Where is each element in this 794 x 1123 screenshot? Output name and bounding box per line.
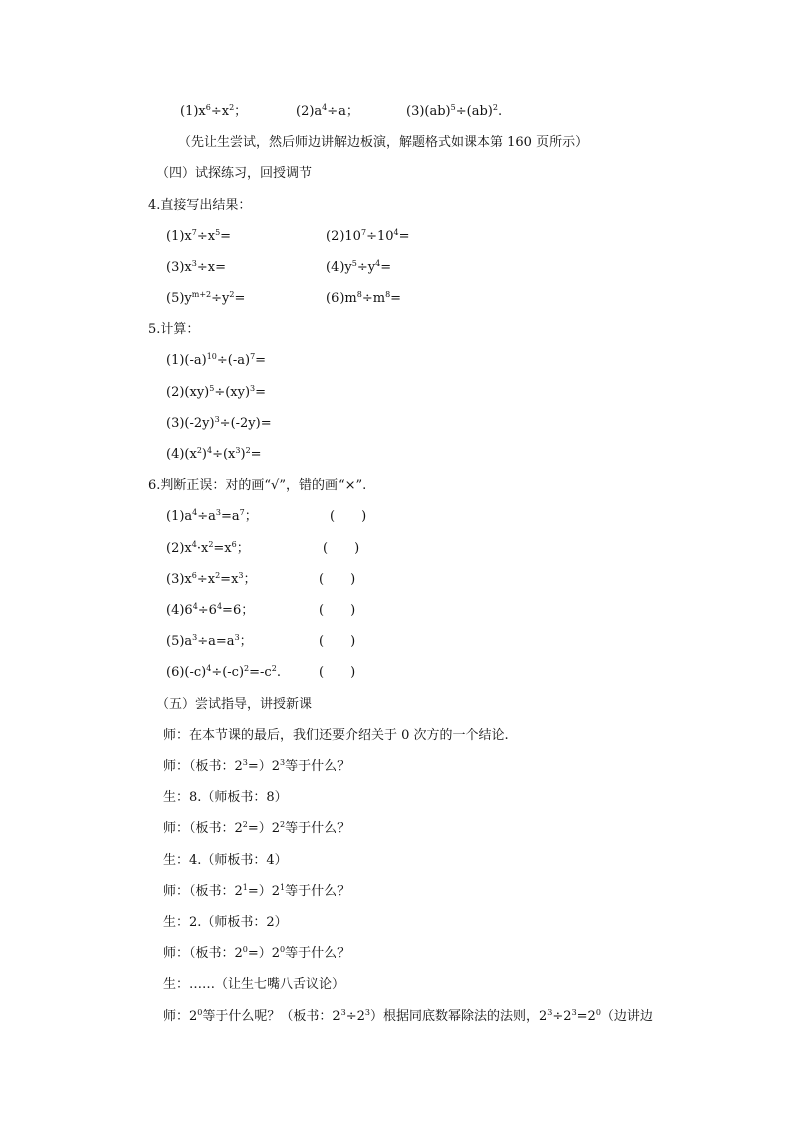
text-segment: (1)a xyxy=(166,509,193,524)
text-segment: (6)(-c) xyxy=(166,665,207,680)
text-line-l25-0 xyxy=(163,853,288,869)
superscript: 8 xyxy=(385,290,391,299)
text-line-l15-1 xyxy=(323,541,359,557)
superscript: 3 xyxy=(250,384,256,393)
superscript: 7 xyxy=(360,228,367,237)
text-segment: ÷x xyxy=(196,572,216,587)
superscript: 2 xyxy=(196,446,202,455)
text-segment: 师：在本节课的最后，我们还要介绍关于 0 次方的一个结论. xyxy=(163,728,509,743)
text-line-l18-0 xyxy=(166,634,253,650)
text-segment: ÷m xyxy=(361,291,386,306)
text-segment: ÷y xyxy=(356,260,376,275)
text-line-l7-1 xyxy=(326,291,401,307)
text-line-l7-0 xyxy=(166,291,245,307)
superscript: 0 xyxy=(242,945,248,954)
text-segment: 等于什么？ xyxy=(285,884,351,899)
text-segment: ÷(-c) xyxy=(211,665,245,680)
text-segment: ÷a xyxy=(197,509,216,524)
text-line-l14-0 xyxy=(166,509,258,525)
text-segment: 生：……（让生七嘴八舌议论） xyxy=(163,977,346,992)
text-line-l2-0 xyxy=(178,135,588,151)
text-line-l20-0 xyxy=(156,697,312,713)
text-line-l13-0 xyxy=(148,478,366,494)
superscript: 6 xyxy=(231,540,237,549)
text-segment: 师：2 xyxy=(163,1009,198,1024)
text-segment: ÷x= xyxy=(196,260,226,275)
text-segment: =）2 xyxy=(247,821,281,836)
superscript: 5 xyxy=(215,228,221,237)
superscript: 2 xyxy=(245,446,251,455)
text-line-l8-0 xyxy=(148,322,199,338)
text-line-l6-1 xyxy=(326,260,391,276)
superscript: m+2 xyxy=(191,290,212,299)
text-line-l22-0 xyxy=(163,759,350,775)
superscript: 3 xyxy=(214,415,220,424)
superscript: 7 xyxy=(191,228,197,237)
text-segment: ÷y xyxy=(211,291,230,306)
text-line-l14-1 xyxy=(330,509,366,525)
text-segment: （五）尝试指导，讲授新课 xyxy=(156,697,313,712)
text-segment: ； xyxy=(239,634,253,649)
superscript: 8 xyxy=(356,290,362,299)
superscript: 4 xyxy=(192,602,198,611)
text-segment: (5)a xyxy=(166,634,193,649)
text-segment: ÷x xyxy=(210,104,230,119)
text-segment: ) xyxy=(201,447,207,462)
text-segment: ( ) xyxy=(319,603,356,618)
text-segment: 生：8.（师板书：8） xyxy=(163,790,288,805)
text-segment: 等于什么呢？（板书：2 xyxy=(202,1009,341,1024)
text-segment: 生：4.（师板书：4） xyxy=(163,853,288,868)
superscript: 2 xyxy=(229,290,235,299)
superscript: 3 xyxy=(235,446,241,455)
text-segment: 师：（板书：2 xyxy=(163,884,243,899)
text-line-l4-0 xyxy=(148,198,251,214)
text-segment: = xyxy=(380,260,392,275)
text-segment: = xyxy=(255,385,267,400)
superscript: 3 xyxy=(215,508,222,517)
text-segment: ÷(-2y)= xyxy=(219,416,272,431)
text-segment: = xyxy=(234,291,246,306)
text-segment: =）2 xyxy=(247,759,281,774)
superscript: 3 xyxy=(238,571,244,580)
superscript: 2 xyxy=(215,571,221,580)
text-segment: ( ) xyxy=(323,541,360,556)
superscript: 0 xyxy=(280,945,286,954)
superscript: 2 xyxy=(242,820,248,829)
superscript: 5 xyxy=(209,384,215,393)
text-segment: = xyxy=(255,353,267,368)
text-segment: ÷x xyxy=(196,229,216,244)
superscript: 4 xyxy=(216,602,223,611)
superscript: 3 xyxy=(192,633,198,642)
text-segment: ÷a=a xyxy=(197,634,235,649)
text-line-l16-1 xyxy=(319,572,355,588)
text-segment: ； xyxy=(243,572,257,587)
text-segment: (4)6 xyxy=(166,603,193,618)
text-segment: （四）试探练习，回授调节 xyxy=(156,166,313,181)
text-segment: ； xyxy=(244,509,258,524)
text-segment: (4)y xyxy=(326,260,352,275)
text-line-l15-0 xyxy=(166,541,250,557)
superscript: 0 xyxy=(197,1008,203,1017)
superscript: 4 xyxy=(322,103,328,112)
text-segment: (6)m xyxy=(326,291,357,306)
superscript: 6 xyxy=(191,571,197,580)
text-segment: 生：2.（师板书：2） xyxy=(163,915,288,930)
text-segment: (2)10 xyxy=(326,229,361,244)
superscript: 6 xyxy=(205,103,211,112)
text-line-l17-0 xyxy=(166,603,254,619)
text-line-l30-0 xyxy=(163,1009,653,1025)
text-segment: (2)a xyxy=(296,104,323,119)
superscript: 7 xyxy=(239,508,245,517)
text-segment: =）2 xyxy=(247,884,281,899)
superscript: 4 xyxy=(191,540,197,549)
text-segment: ( ) xyxy=(319,634,356,649)
text-line-l1-2 xyxy=(406,104,502,120)
text-line-l12-0 xyxy=(166,447,262,463)
text-segment: = xyxy=(390,291,402,306)
text-segment: （先让生尝试，然后师边讲解边板演，解题格式如课本第 160 页所示） xyxy=(178,135,589,150)
text-line-l24-0 xyxy=(163,821,350,837)
text-segment: ÷(x xyxy=(212,447,236,462)
superscript: 2 xyxy=(208,540,214,549)
text-segment: = xyxy=(250,447,262,462)
text-line-l1-0 xyxy=(180,104,247,120)
text-segment: ÷10 xyxy=(366,229,394,244)
text-segment: 4.直接写出结果： xyxy=(148,198,252,213)
text-line-l23-0 xyxy=(163,790,288,806)
text-line-l21-0 xyxy=(163,728,509,744)
superscript: 3 xyxy=(364,1008,371,1017)
text-segment: =）2 xyxy=(247,946,281,961)
text-segment: (4)(x xyxy=(166,447,197,462)
text-segment: ÷2 xyxy=(552,1009,572,1024)
text-segment: ）根据同底数幂除法的法则，2 xyxy=(370,1009,548,1024)
text-line-l5-0 xyxy=(166,229,231,245)
superscript: 1 xyxy=(242,883,248,892)
text-segment: =-c xyxy=(249,665,272,680)
superscript: 2 xyxy=(229,103,235,112)
text-segment: ( ) xyxy=(330,509,367,524)
text-segment: (3)x xyxy=(166,572,192,587)
text-segment: = xyxy=(398,229,410,244)
superscript: 4 xyxy=(393,228,399,237)
text-segment: 等于什么？ xyxy=(285,946,351,961)
superscript: 7 xyxy=(250,352,256,361)
text-segment: (1)x xyxy=(166,229,192,244)
superscript: 2 xyxy=(244,664,250,673)
text-line-l18-1 xyxy=(319,634,355,650)
text-line-l6-0 xyxy=(166,260,226,276)
text-line-l16-0 xyxy=(166,572,257,588)
superscript: 3 xyxy=(547,1008,553,1017)
text-segment: 6.判断正误：对的画“√”，错的画“×”. xyxy=(148,478,367,493)
superscript: 4 xyxy=(206,664,212,673)
text-line-l10-0 xyxy=(166,385,266,401)
text-segment: ÷2 xyxy=(345,1009,365,1024)
text-segment: (2)x xyxy=(166,541,192,556)
text-line-l1-1 xyxy=(296,104,359,120)
text-segment: ·x xyxy=(196,541,209,556)
text-segment: ； xyxy=(236,541,250,556)
superscript: 3 xyxy=(191,259,197,268)
superscript: 3 xyxy=(340,1008,346,1017)
text-segment: (3)(ab) xyxy=(406,104,451,119)
text-segment: 师：（板书：2 xyxy=(163,946,243,961)
text-segment: (1)x xyxy=(180,104,206,119)
text-line-l19-0 xyxy=(166,665,281,681)
text-segment: 师：（板书：2 xyxy=(163,759,243,774)
text-line-l27-0 xyxy=(163,915,288,931)
text-line-l19-1 xyxy=(319,665,355,681)
text-segment: 师：（板书：2 xyxy=(163,821,243,836)
text-segment: . xyxy=(276,665,281,680)
superscript: 2 xyxy=(271,664,277,673)
text-segment: ； xyxy=(234,104,248,119)
text-segment: =x xyxy=(213,541,232,556)
text-segment: =x xyxy=(220,572,239,587)
text-segment: ÷(xy) xyxy=(214,385,251,400)
superscript: 2 xyxy=(280,820,286,829)
superscript: 3 xyxy=(242,758,248,767)
superscript: 4 xyxy=(207,446,213,455)
text-segment: 等于什么？ xyxy=(285,821,351,836)
text-line-l17-1 xyxy=(319,603,355,619)
text-segment: ÷6 xyxy=(197,603,217,618)
superscript: 3 xyxy=(234,633,240,642)
superscript: 2 xyxy=(492,103,498,112)
text-line-l5-1 xyxy=(326,229,410,245)
text-segment: ( ) xyxy=(319,665,356,680)
text-segment: ÷(-a) xyxy=(216,353,251,368)
superscript: 0 xyxy=(595,1008,601,1017)
text-segment: =6； xyxy=(222,603,255,618)
text-segment: ) xyxy=(240,447,246,462)
text-line-l28-0 xyxy=(163,946,350,962)
text-segment: 等于什么？ xyxy=(285,759,351,774)
text-segment: ÷(ab) xyxy=(455,104,493,119)
superscript: 4 xyxy=(375,259,381,268)
text-line-l3-0 xyxy=(156,166,312,182)
superscript: 5 xyxy=(450,103,456,112)
superscript: 4 xyxy=(192,508,198,517)
text-segment: (1)(-a) xyxy=(166,353,207,368)
text-segment: (3)(-2y) xyxy=(166,416,215,431)
text-segment: =2 xyxy=(576,1009,596,1024)
text-line-l9-0 xyxy=(166,353,266,369)
text-segment: (3)x xyxy=(166,260,192,275)
superscript: 5 xyxy=(351,259,357,268)
text-line-l29-0 xyxy=(163,977,345,993)
text-segment: ÷a； xyxy=(327,104,359,119)
text-segment: (5)y xyxy=(166,291,192,306)
text-segment: = xyxy=(220,229,232,244)
text-segment: =a xyxy=(221,509,240,524)
superscript: 3 xyxy=(280,758,286,767)
text-line-l11-0 xyxy=(166,416,272,432)
superscript: 10 xyxy=(206,352,217,361)
text-segment: (2)(xy) xyxy=(166,385,210,400)
text-segment: . xyxy=(497,104,503,119)
superscript: 3 xyxy=(571,1008,577,1017)
text-segment: 5.计算： xyxy=(148,322,200,337)
superscript: 1 xyxy=(280,883,286,892)
text-segment: ( ) xyxy=(319,572,356,587)
text-line-l26-0 xyxy=(163,884,350,900)
text-segment: （边讲边 xyxy=(600,1009,653,1024)
